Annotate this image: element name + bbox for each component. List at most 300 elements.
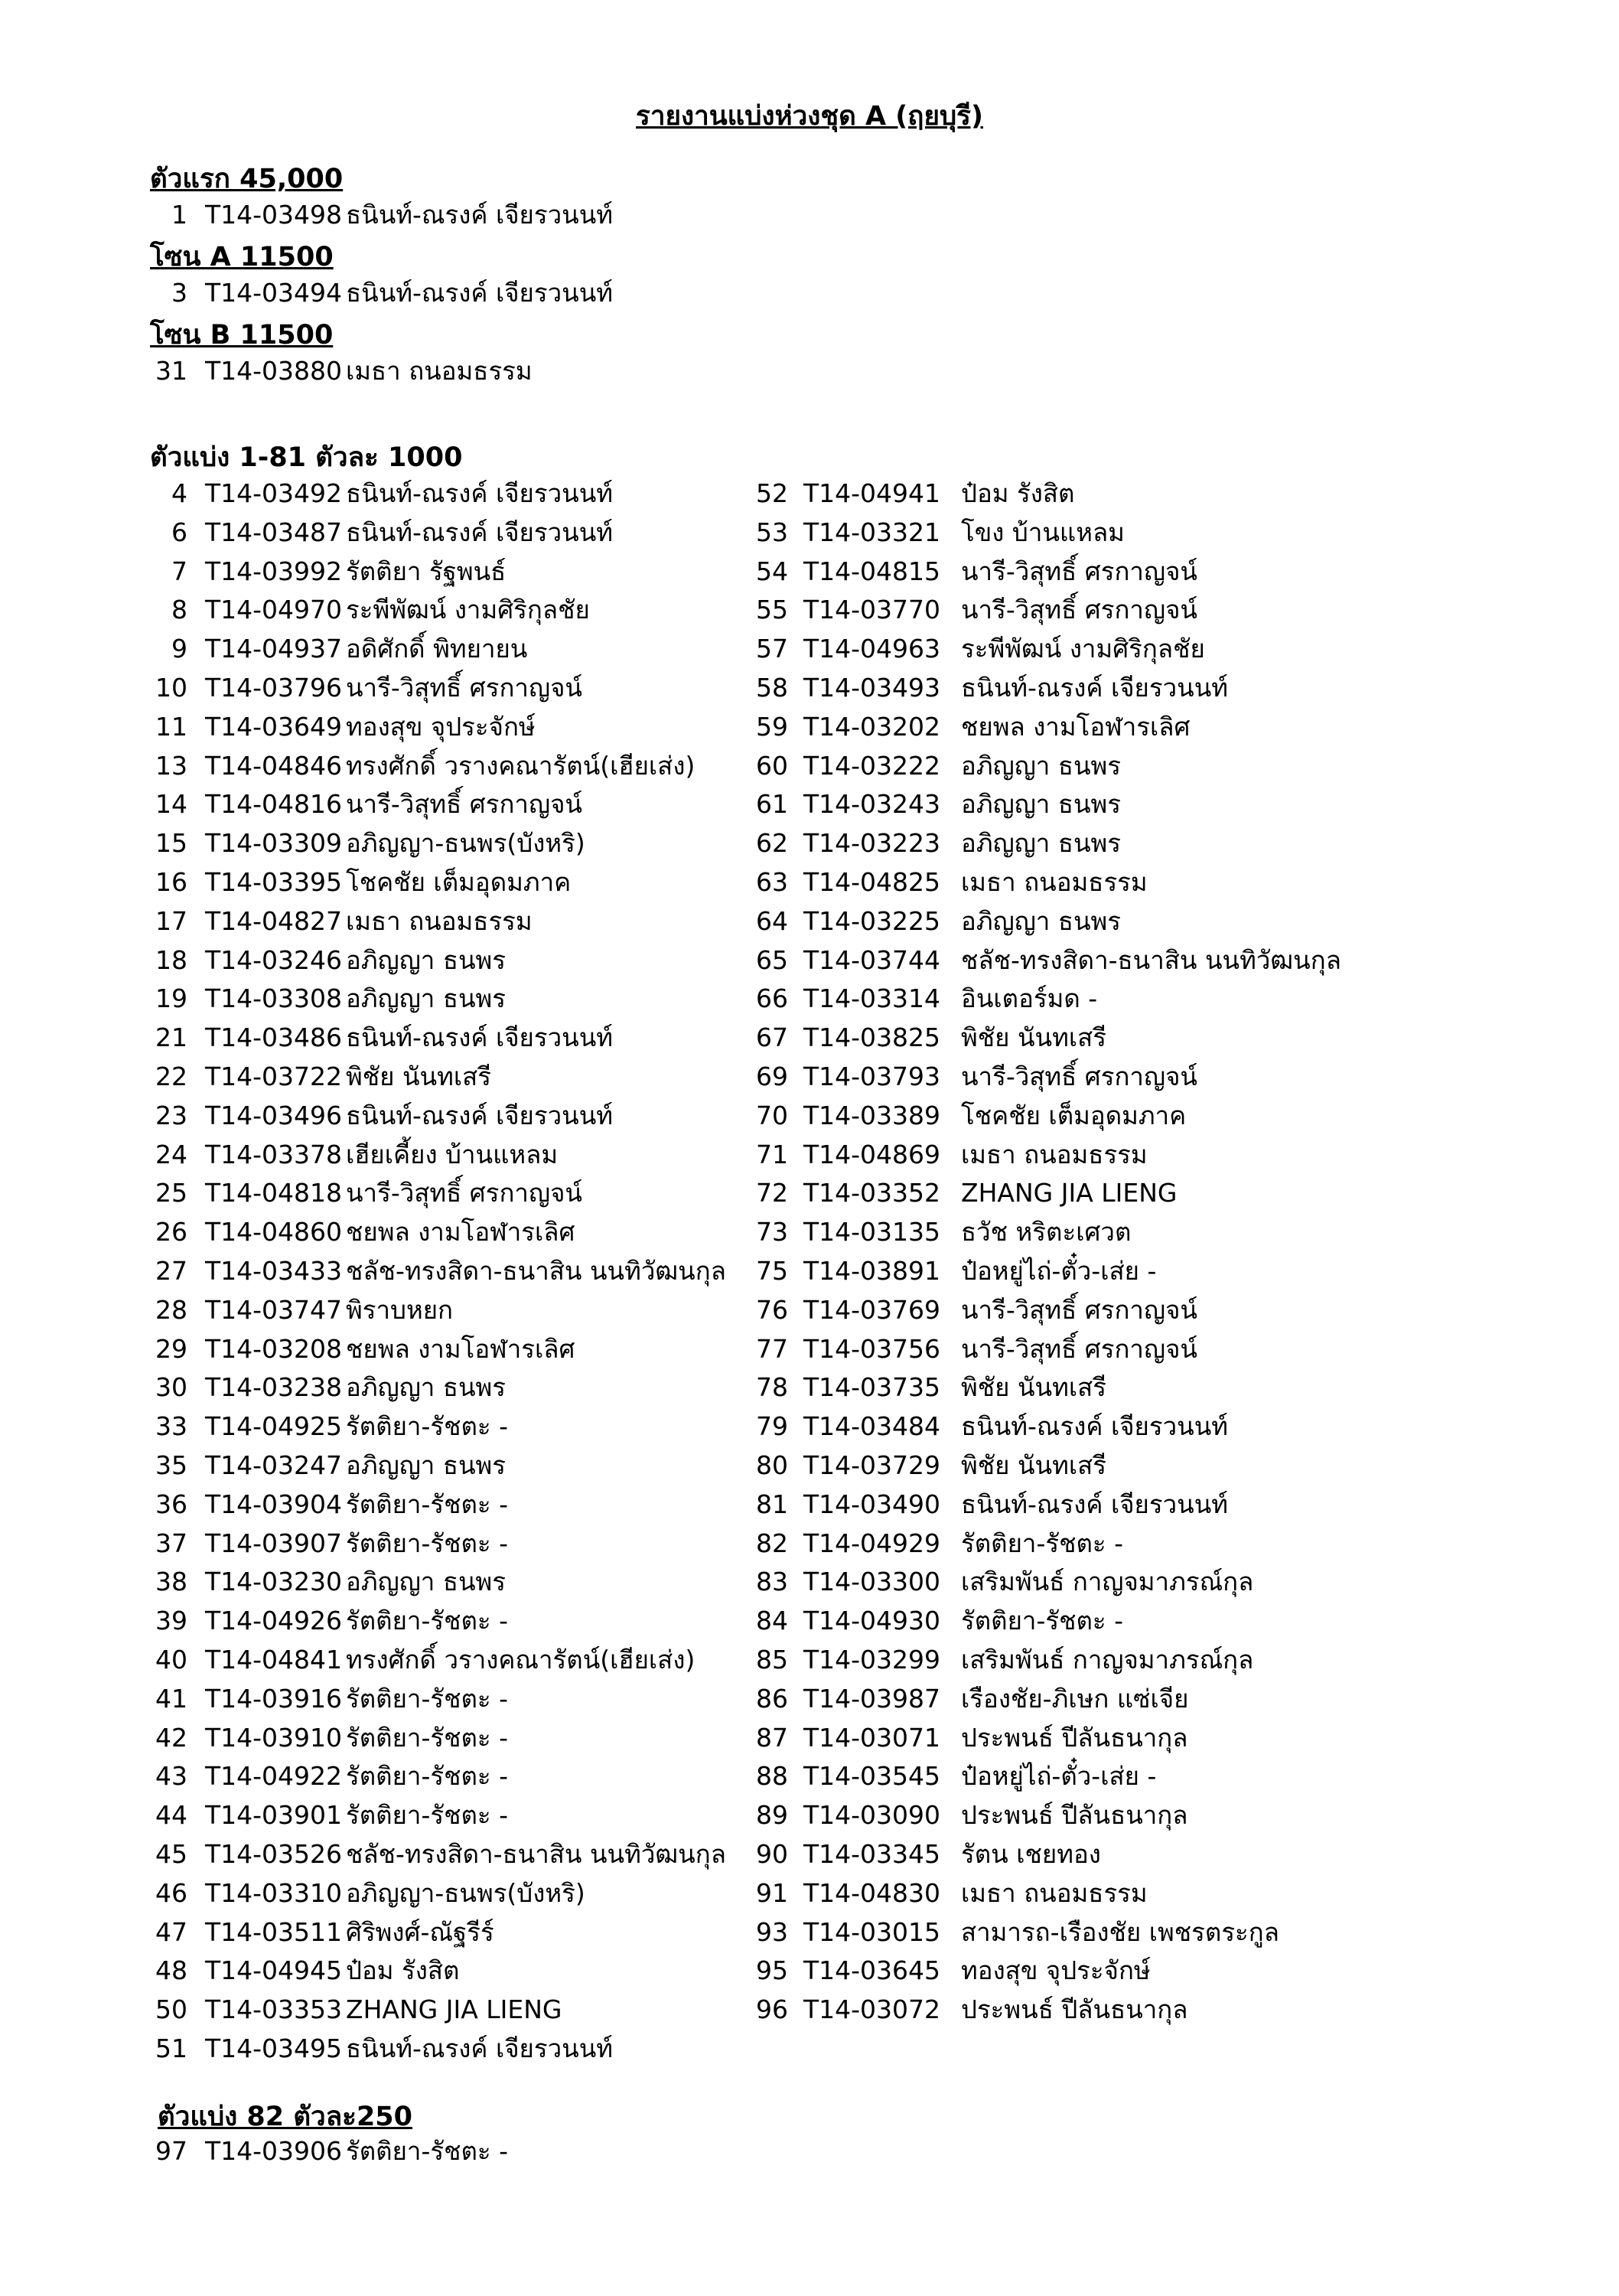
row-number: 76 [756, 1294, 788, 1325]
owner-name: รัตติยา รัฐพนธ์ [346, 556, 507, 586]
row-number: 73 [756, 1217, 788, 1247]
owner-name: ธนินท์-ณรงค์ เจียรวนนท์ [961, 1489, 1229, 1519]
row-number: 31 [155, 356, 187, 386]
row-number: 80 [756, 1450, 788, 1480]
table-row [0, 1835, 1619, 1874]
owner-name: รัตติยา-รัชตะ - [961, 1528, 1124, 1558]
row-number: 22 [155, 1062, 187, 1091]
table-row [0, 902, 1619, 941]
owner-name: ชยพล งามโอฬารเลิศ [346, 1217, 575, 1247]
row-number: 85 [756, 1645, 788, 1675]
owner-name: ป๋อม รังสิต [346, 1955, 460, 1986]
entry-code: T14-03722 [205, 1062, 343, 1091]
entry-code: T14-03223 [803, 828, 941, 859]
row-number: 41 [155, 1683, 187, 1714]
entry-code: T14-04860 [205, 1217, 343, 1247]
entry-code: T14-03309 [205, 828, 343, 859]
entry-code: T14-04841 [205, 1645, 343, 1675]
table-row [0, 1680, 1619, 1718]
owner-name: ธนินท์-ณรงค์ เจียรวนนท์ [346, 2033, 614, 2063]
row-number: 27 [155, 1256, 187, 1286]
owner-name: ธนินท์-ณรงค์ เจียรวนนท์ [961, 1411, 1229, 1442]
owner-name: รัตติยา-รัชตะ - [346, 1683, 509, 1714]
row-number: 17 [155, 905, 187, 936]
row-number: 24 [155, 1139, 187, 1169]
entry-code: T14-04825 [803, 867, 941, 897]
entry-code: T14-04827 [205, 905, 343, 936]
entry-code: T14-03247 [205, 1450, 343, 1480]
owner-name: ป๋อหยู่ไถ่-ตั๋ว-เส่ย - [961, 1761, 1157, 1792]
owner-name: รัตติยา-รัชตะ - [346, 2136, 509, 2166]
owner-name: อภิญญา-ธนพร(บังหริ) [346, 1877, 585, 1908]
owner-name: ธนินท์-ณรงค์ เจียรวนนท์ [346, 200, 614, 230]
entry-code: T14-03484 [803, 1411, 941, 1442]
entry-code: T14-03770 [803, 595, 941, 625]
table-row [0, 274, 1619, 312]
entry-code: T14-03222 [803, 750, 941, 781]
entry-code: T14-03747 [205, 1294, 343, 1325]
entry-code: T14-03904 [205, 1489, 343, 1519]
row-number: 95 [756, 1955, 788, 1986]
entry-code: T14-03395 [205, 867, 343, 897]
entry-code: T14-03825 [803, 1022, 941, 1053]
table-row [0, 1525, 1619, 1563]
entry-code: T14-03072 [803, 1994, 941, 2025]
entry-code: T14-03486 [205, 1022, 343, 1053]
table-row [0, 747, 1619, 785]
owner-name: ทรงศักดิ์ วรางคณารัตน์(เฮียเส่ง) [346, 1645, 695, 1675]
entry-code: T14-03378 [205, 1139, 343, 1169]
row-number: 78 [756, 1372, 788, 1403]
entry-code: T14-03735 [803, 1372, 941, 1403]
owner-name: นารี-วิสุทธิ์ ศรกาญจน์ [346, 673, 582, 703]
table-row [0, 824, 1619, 863]
table-row [0, 1991, 1619, 2029]
row-number: 53 [756, 517, 788, 547]
entry-code: T14-03090 [803, 1800, 941, 1831]
entry-code: T14-03796 [205, 673, 343, 703]
entry-code: T14-03545 [803, 1761, 941, 1792]
row-number: 11 [155, 711, 187, 742]
row-number: 93 [756, 1916, 788, 1947]
table-row [0, 785, 1619, 823]
table-row [0, 1641, 1619, 1679]
entry-code: T14-04963 [803, 634, 941, 664]
table-row [0, 2132, 1619, 2170]
owner-name: อภิญญา ธนพร [346, 983, 507, 1014]
row-number: 43 [155, 1761, 187, 1792]
table-row [0, 2030, 1619, 2068]
table-row [0, 1602, 1619, 1640]
owner-name: พิชัย นันทเสรี [961, 1022, 1106, 1053]
table-row [0, 475, 1619, 513]
row-number: 46 [155, 1877, 187, 1908]
row-number: 50 [155, 1994, 187, 2025]
table-row [0, 669, 1619, 707]
table-row [0, 1913, 1619, 1952]
owner-name: พิราบหยก [346, 1294, 454, 1325]
entry-code: T14-03208 [205, 1333, 343, 1364]
row-number: 10 [155, 673, 187, 703]
owner-name: รัตติยา-รัชตะ - [346, 1800, 509, 1831]
row-number: 48 [155, 1955, 187, 1986]
owner-name: เรืองชัย-ภิเษก แซ่เจีย [961, 1683, 1189, 1714]
row-number: 67 [756, 1022, 788, 1053]
owner-name: นารี-วิสุทธิ์ ศรกาญจน์ [961, 1294, 1197, 1325]
row-number: 30 [155, 1372, 187, 1403]
owner-name: อภิญญา ธนพร [346, 1372, 507, 1403]
split-82-heading: ตัวแบ่ง 82 ตัวละ250 [158, 2102, 413, 2132]
owner-name: เมธา ถนอมธรรม [346, 905, 533, 936]
row-number: 90 [756, 1839, 788, 1869]
entry-code: T14-03744 [803, 944, 941, 975]
owner-name: โชคชัย เต็มอุดมภาค [346, 867, 572, 897]
entry-code: T14-03238 [205, 1372, 343, 1403]
owner-name: อินเตอร์มด - [961, 983, 1098, 1014]
table-row [0, 1796, 1619, 1835]
entry-code: T14-03916 [205, 1683, 343, 1714]
row-number: 63 [756, 867, 788, 897]
entry-code: T14-03793 [803, 1062, 941, 1091]
owner-name: ชยพล งามโอฬารเลิศ [346, 1333, 575, 1364]
entry-code: T14-04830 [803, 1877, 941, 1908]
row-number: 61 [756, 789, 788, 820]
owner-name: ทองสุข จุประจักษ์ [961, 1955, 1151, 1986]
row-number: 47 [155, 1916, 187, 1947]
owner-name: อดิศักดิ์ พิทยายน [346, 634, 528, 664]
owner-name: นารี-วิสุทธิ์ ศรกาญจน์ [961, 1333, 1197, 1364]
entry-code: T14-03314 [803, 983, 941, 1014]
entry-code: T14-03230 [205, 1567, 343, 1597]
owner-name: รัตน เชยทอง [961, 1839, 1101, 1869]
entry-code: T14-03729 [803, 1450, 941, 1480]
owner-name: ชลัช-ทรงสิดา-ธนาสิน นนทิวัฒนกุล [346, 1839, 726, 1869]
row-number: 70 [756, 1100, 788, 1130]
owner-name: อภิญญา ธนพร [961, 789, 1122, 820]
row-number: 13 [155, 750, 187, 781]
entry-code: T14-03498 [205, 200, 343, 230]
row-number: 38 [155, 1567, 187, 1597]
row-number: 28 [155, 1294, 187, 1325]
owner-name: รัตติยา-รัชตะ - [961, 1606, 1124, 1636]
split-1-81-heading: ตัวแบ่ง 1-81 ตัวละ 1000 [150, 442, 463, 473]
owner-name: ธนินท์-ณรงค์ เจียรวนนท์ [346, 1022, 614, 1053]
entry-code: T14-04937 [205, 634, 343, 664]
row-number: 57 [756, 634, 788, 664]
entry-code: T14-03353 [205, 1994, 343, 2025]
entry-code: T14-03496 [205, 1100, 343, 1130]
owner-name: รัตติยา-รัชตะ - [346, 1411, 509, 1442]
row-number: 81 [756, 1489, 788, 1519]
entry-code: T14-03494 [205, 278, 343, 308]
owner-name: นารี-วิสุทธิ์ ศรกาญจน์ [961, 595, 1197, 625]
entry-code: T14-03880 [205, 356, 343, 386]
table-row [0, 1368, 1619, 1407]
table-row [0, 1136, 1619, 1174]
entry-code: T14-03243 [803, 789, 941, 820]
owner-name: ระพีพัฒน์ งามศิริกุลชัย [961, 634, 1205, 664]
owner-name: นารี-วิสุทธิ์ ศรกาญจน์ [346, 789, 582, 820]
table-row [0, 1174, 1619, 1212]
entry-code: T14-04922 [205, 1761, 343, 1792]
owner-name: รัตติยา-รัชตะ - [346, 1489, 509, 1519]
row-number: 60 [756, 750, 788, 781]
owner-name: ธนินท์-ณรงค์ เจียรวนนท์ [961, 673, 1229, 703]
row-number: 6 [171, 517, 187, 547]
row-number: 35 [155, 1450, 187, 1480]
table-row [0, 941, 1619, 980]
row-number: 36 [155, 1489, 187, 1519]
entry-code: T14-03891 [803, 1256, 941, 1286]
owner-name: ทองสุข จุประจักษ์ [346, 711, 536, 742]
owner-name: โขง บ้านแหลม [961, 517, 1125, 547]
row-number: 18 [155, 944, 187, 975]
entry-code: T14-04818 [205, 1178, 343, 1208]
row-number: 33 [155, 1411, 187, 1442]
owner-name: รัตติยา-รัชตะ - [346, 1528, 509, 1558]
owner-name: ธนินท์-ณรงค์ เจียรวนนท์ [346, 478, 614, 508]
owner-name: รัตติยา-รัชตะ - [346, 1761, 509, 1792]
row-number: 96 [756, 1994, 788, 2025]
row-number: 86 [756, 1683, 788, 1714]
owner-name: นารี-วิสุทธิ์ ศรกาญจน์ [961, 1062, 1197, 1091]
table-row [0, 1291, 1619, 1329]
row-number: 42 [155, 1722, 187, 1753]
owner-name: รัตติยา-รัชตะ - [346, 1722, 509, 1753]
owner-name: ศิริพงศ์-ณัฐรีร์ [346, 1916, 494, 1947]
entry-code: T14-03308 [205, 983, 343, 1014]
first-prize-heading: ตัวแรก 45,000 [150, 164, 344, 194]
owner-name: ZHANG JIA LIENG [346, 1994, 562, 2025]
entry-code: T14-03769 [803, 1294, 941, 1325]
entry-code: T14-04970 [205, 595, 343, 625]
row-number: 52 [756, 478, 788, 508]
row-number: 66 [756, 983, 788, 1014]
owner-name: ประพนธ์ ปีลันธนากุล [961, 1722, 1188, 1753]
owner-name: ชลัช-ทรงสิดา-ธนาสิน นนทิวัฒนกุล [346, 1256, 726, 1286]
owner-name: อภิญญา ธนพร [961, 905, 1122, 936]
entry-code: T14-03071 [803, 1722, 941, 1753]
row-number: 39 [155, 1606, 187, 1636]
owner-name: ธนินท์-ณรงค์ เจียรวนนท์ [346, 517, 614, 547]
entry-code: T14-03756 [803, 1333, 941, 1364]
report-title: รายงานแบ่งห่วงชุด A (ฤยบุรี) [636, 101, 983, 132]
row-number: 79 [756, 1411, 788, 1442]
row-number: 55 [756, 595, 788, 625]
row-number: 77 [756, 1333, 788, 1364]
entry-code: T14-03492 [205, 478, 343, 508]
row-number: 58 [756, 673, 788, 703]
table-row [0, 1252, 1619, 1290]
entry-code: T14-03906 [205, 2136, 343, 2166]
table-row [0, 1330, 1619, 1368]
entry-code: T14-04816 [205, 789, 343, 820]
table-row [0, 980, 1619, 1018]
owner-name: ระพีพัฒน์ งามศิริกุลชัย [346, 595, 590, 625]
row-number: 8 [171, 595, 187, 625]
table-row [0, 1058, 1619, 1096]
zone-b-heading: โซน B 11500 [150, 320, 334, 351]
row-number: 1 [171, 200, 187, 230]
entry-code: T14-04869 [803, 1139, 941, 1169]
entry-code: T14-03987 [803, 1683, 941, 1714]
entry-code: T14-03526 [205, 1839, 343, 1869]
row-number: 84 [756, 1606, 788, 1636]
row-number: 82 [756, 1528, 788, 1558]
owner-name: สามารถ-เรืองชัย เพชรตระกูล [961, 1916, 1279, 1947]
table-row [0, 1952, 1619, 1990]
owner-name: เฮียเคี้ยง บ้านแหลม [346, 1139, 559, 1169]
row-number: 89 [756, 1800, 788, 1831]
entry-code: T14-04925 [205, 1411, 343, 1442]
owner-name: ธวัช หริตะเศวต [961, 1217, 1132, 1247]
table-row [0, 352, 1619, 390]
row-number: 37 [155, 1528, 187, 1558]
owner-name: นารี-วิสุทธิ์ ศรกาญจน์ [961, 556, 1197, 586]
zone-a-heading: โซน A 11500 [150, 242, 334, 272]
entry-code: T14-03352 [803, 1178, 941, 1208]
table-row [0, 1874, 1619, 1913]
owner-name: เมธา ถนอมธรรม [346, 356, 533, 386]
entry-code: T14-04926 [205, 1606, 343, 1636]
owner-name: พิชัย นันทเสรี [961, 1450, 1106, 1480]
table-row [0, 708, 1619, 746]
row-number: 26 [155, 1217, 187, 1247]
entry-code: T14-03490 [803, 1489, 941, 1519]
entry-code: T14-03015 [803, 1916, 941, 1947]
row-number: 44 [155, 1800, 187, 1831]
owner-name: รัตติยา-รัชตะ - [346, 1606, 509, 1636]
entry-code: T14-04815 [803, 556, 941, 586]
entry-code: T14-04929 [803, 1528, 941, 1558]
owner-name: อภิญญา ธนพร [346, 944, 507, 975]
table-row [0, 591, 1619, 629]
entry-code: T14-03345 [803, 1839, 941, 1869]
owner-name: ชยพล งามโอฬารเลิศ [961, 711, 1191, 742]
row-number: 97 [155, 2136, 187, 2166]
row-number: 29 [155, 1333, 187, 1364]
table-row [0, 630, 1619, 668]
row-number: 83 [756, 1567, 788, 1597]
row-number: 4 [171, 478, 187, 508]
owner-name: พิชัย นันทเสรี [961, 1372, 1106, 1403]
table-row [0, 1019, 1619, 1057]
entry-code: T14-03645 [803, 1955, 941, 1986]
row-number: 54 [756, 556, 788, 586]
entry-code: T14-03310 [205, 1877, 343, 1908]
table-row [0, 1563, 1619, 1601]
row-number: 75 [756, 1256, 788, 1286]
owner-name: อภิญญา ธนพร [961, 750, 1122, 781]
row-number: 45 [155, 1839, 187, 1869]
table-row [0, 863, 1619, 902]
entry-code: T14-03299 [803, 1645, 941, 1675]
entry-code: T14-04941 [803, 478, 941, 508]
row-number: 3 [171, 278, 187, 308]
table-row [0, 1446, 1619, 1485]
entry-code: T14-04930 [803, 1606, 941, 1636]
owner-name: ธนินท์-ณรงค์ เจียรวนนท์ [346, 278, 614, 308]
row-number: 9 [171, 634, 187, 664]
table-row [0, 1719, 1619, 1757]
entry-code: T14-03225 [803, 905, 941, 936]
owner-name: อภิญญา ธนพร [346, 1450, 507, 1480]
row-number: 62 [756, 828, 788, 859]
row-number: 15 [155, 828, 187, 859]
owner-name: นารี-วิสุทธิ์ ศรกาญจน์ [346, 1178, 582, 1208]
table-row [0, 1407, 1619, 1446]
owner-name: ZHANG JIA LIENG [961, 1178, 1178, 1208]
table-row [0, 1486, 1619, 1524]
owner-name: เมธา ถนอมธรรม [961, 1139, 1148, 1169]
entry-code: T14-04945 [205, 1955, 343, 1986]
entry-code: T14-03433 [205, 1256, 343, 1286]
entry-code: T14-03389 [803, 1100, 941, 1130]
entry-code: T14-03246 [205, 944, 343, 975]
owner-name: เมธา ถนอมธรรม [961, 867, 1148, 897]
row-number: 88 [756, 1761, 788, 1792]
owner-name: พิชัย นันทเสรี [346, 1062, 491, 1091]
owner-name: ทรงศักดิ์ วรางคณารัตน์(เฮียเส่ง) [346, 750, 695, 781]
table-row [0, 514, 1619, 552]
owner-name: ประพนธ์ ปีลันธนากุล [961, 1994, 1188, 2025]
owner-name: ธนินท์-ณรงค์ เจียรวนนท์ [346, 1100, 614, 1130]
entry-code: T14-03495 [205, 2033, 343, 2063]
row-number: 71 [756, 1139, 788, 1169]
row-number: 19 [155, 983, 187, 1014]
owner-name: อภิญญา ธนพร [346, 1567, 507, 1597]
entry-code: T14-03910 [205, 1722, 343, 1753]
row-number: 21 [155, 1022, 187, 1053]
owner-name: อภิญญา-ธนพร(บังหริ) [346, 828, 585, 859]
owner-name: โชคชัย เต็มอุดมภาค [961, 1100, 1187, 1130]
entry-code: T14-03649 [205, 711, 343, 742]
table-row [0, 1757, 1619, 1795]
row-number: 25 [155, 1178, 187, 1208]
row-number: 87 [756, 1722, 788, 1753]
table-row [0, 1213, 1619, 1251]
table-row [0, 553, 1619, 591]
table-row [0, 1097, 1619, 1135]
entry-code: T14-03493 [803, 673, 941, 703]
entry-code: T14-03300 [803, 1567, 941, 1597]
row-number: 91 [756, 1877, 788, 1908]
entry-code: T14-03511 [205, 1916, 343, 1947]
entry-code: T14-04846 [205, 750, 343, 781]
owner-name: อภิญญา ธนพร [961, 828, 1122, 859]
row-number: 59 [756, 711, 788, 742]
entry-code: T14-03901 [205, 1800, 343, 1831]
table-row [0, 196, 1619, 234]
row-number: 51 [155, 2033, 187, 2063]
row-number: 7 [171, 556, 187, 586]
row-number: 72 [756, 1178, 788, 1208]
row-number: 65 [756, 944, 788, 975]
owner-name: ป๋อหยู่ไถ่-ตั๋ว-เส่ย - [961, 1256, 1157, 1286]
entry-code: T14-03202 [803, 711, 941, 742]
owner-name: เมธา ถนอมธรรม [961, 1877, 1148, 1908]
row-number: 69 [756, 1062, 788, 1091]
entry-code: T14-03907 [205, 1528, 343, 1558]
row-number: 64 [756, 905, 788, 936]
row-number: 16 [155, 867, 187, 897]
row-number: 14 [155, 789, 187, 820]
entry-code: T14-03135 [803, 1217, 941, 1247]
owner-name: เสริมพันธ์ กาญจมาภรณ์กุล [961, 1567, 1254, 1597]
entry-code: T14-03487 [205, 517, 343, 547]
owner-name: ป๋อม รังสิต [961, 478, 1075, 508]
owner-name: เสริมพันธ์ กาญจมาภรณ์กุล [961, 1645, 1254, 1675]
